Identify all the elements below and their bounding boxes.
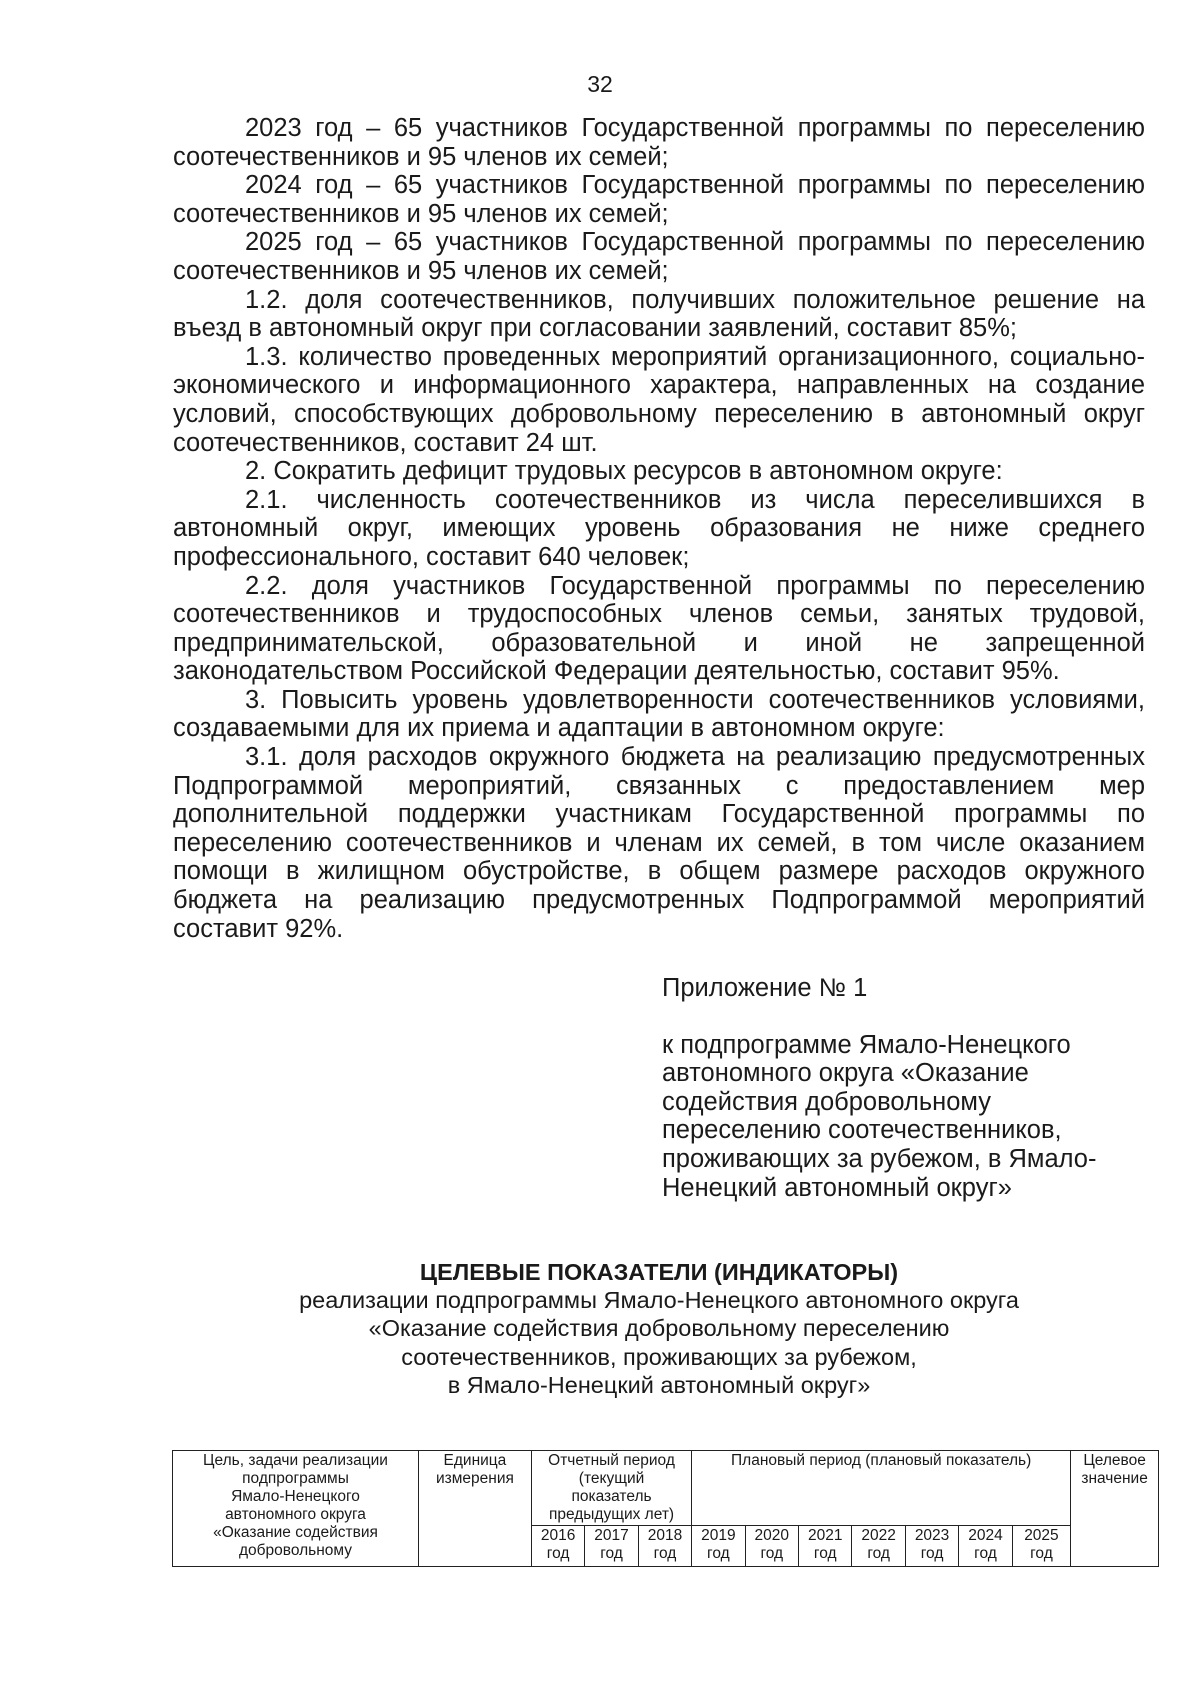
year-header: 2024 год <box>959 1526 1012 1567</box>
paragraph: 2.2. доля участников Государственной программы по переселению соотечественников и трудоспособных членов семьи, занятых трудовой, предпринимательской, образовательной и иной не запрещенной законодательством Российской Федерации деятельностью, составит 95%. <box>173 571 1145 686</box>
year-header: 2021 год <box>799 1526 852 1567</box>
paragraph: 2025 год – 65 участников Государственной программы по переселению соотечественников и 95 членов их семей; <box>173 228 1145 285</box>
year-header: 2017 год <box>585 1526 638 1567</box>
targets-subtitle: реализации подпрограммы Ямало-Ненецкого автономного округа «Оказание содействия добровольному переселению соотечественников, проживающих за рубежом, в Ямало-Ненецкий автономный округ» <box>299 1287 1019 1398</box>
year-header: 2023 год <box>905 1526 958 1567</box>
appendix-block <box>662 974 1142 1202</box>
header-planned-period: Плановый период (плановый показатель) <box>692 1451 1071 1526</box>
year-header: 2022 год <box>852 1526 905 1567</box>
year-header: 2018 год <box>638 1526 691 1567</box>
paragraph: 3. Повысить уровень удовлетворенности соотечественников условиями, создаваемыми для их приема и адаптации в автономном округе: <box>173 685 1145 743</box>
year-header: 2020 год <box>745 1526 798 1567</box>
paragraph: 2024 год – 65 участников Государственной программы по переселению соотечественников и 95 членов их семей; <box>173 171 1145 228</box>
paragraph: 1.2. доля соотечественников, получивших положительное решение на въезд в автономный округ при согласовании заявлений, составит 85%; <box>173 285 1145 343</box>
year-header: 2016 год <box>531 1526 584 1567</box>
paragraph: 2. Сократить дефицит трудовых ресурсов в автономном округе: <box>245 457 1003 486</box>
indicators-table <box>172 1450 1159 1567</box>
header-unit: Единица измерения <box>418 1451 531 1567</box>
paragraph: 2.1. численность соотечественников из числа переселившихся в автономный округ, имеющих уровень образования не ниже среднего профессионального, составит 640 человек; <box>173 485 1145 571</box>
table-header-row <box>173 1451 1159 1526</box>
paragraph: 1.3. количество проведенных мероприятий организационного, социально-экономического и информационного характера, направленных на создание условий, способствующих добровольному переселению в автономный округ соотечественников, составит 24 шт. <box>173 342 1145 457</box>
targets-heading: ЦЕЛЕВЫЕ ПОКАЗАТЕЛИ (ИНДИКАТОРЫ) <box>419 1259 899 1285</box>
header-target-value: Целевое значение <box>1071 1451 1159 1567</box>
body-text <box>173 114 1145 943</box>
paragraph: 2023 год – 65 участников Государственной программы по переселению соотечественников и 95 членов их семей; <box>173 114 1145 171</box>
paragraph: 3.1. доля расходов окружного бюджета на реализацию предусмотренных Подпрограммой мероприятий, связанных с предоставлением мер дополнительной поддержки участникам Государственной программы по переселению соотечественников и членам их семей, в том числе оказанием помощи в жилищном обустройстве, в общем размере расходов окружного бюджета на реализацию предусмотренных Подпрограммой мероприятий составит 92%. <box>173 743 1145 943</box>
year-header: 2019 год <box>692 1526 745 1567</box>
appendix-description: к подпрограмме Ямало-Ненецкого автономного округа «Оказание содействия добровольному переселению соотечественников, проживающих за рубежом, в Ямало- Ненецкий автономный округ» <box>662 1030 1097 1202</box>
year-header: 2025 год <box>1012 1526 1070 1567</box>
targets-heading-block <box>173 1258 1145 1399</box>
page-number: 32 <box>587 71 613 97</box>
appendix-title: Приложение № 1 <box>662 974 868 1002</box>
header-goal: Цель, задачи реализации подпрограммы Ямало-Ненецкого автономного округа «Оказание содействия добровольному <box>173 1451 419 1567</box>
header-reported-period: Отчетный период (текущий показатель предыдущих лет) <box>531 1451 691 1526</box>
